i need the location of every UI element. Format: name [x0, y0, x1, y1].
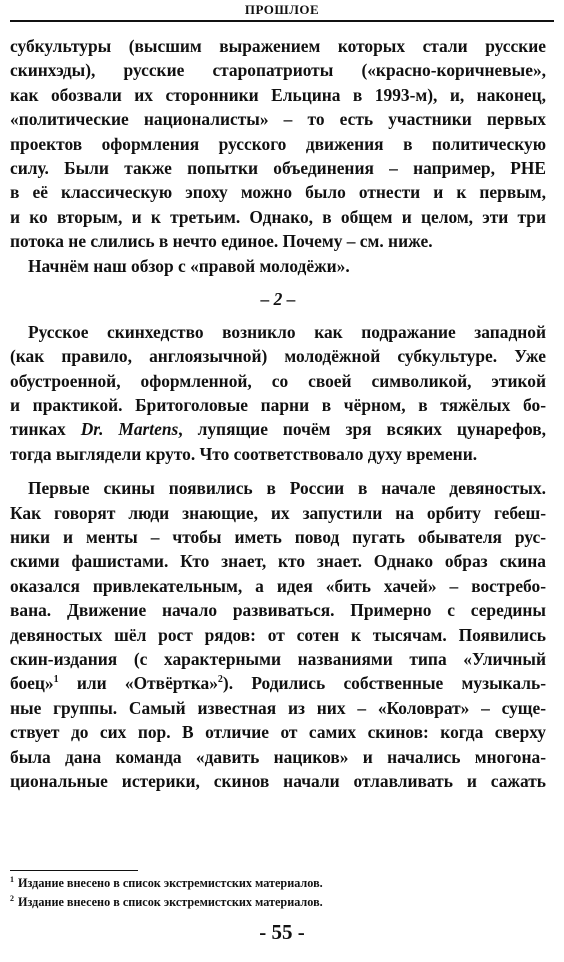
footnotes [10, 874, 546, 912]
text-fragment: боец» [10, 673, 54, 694]
footnote-2 [10, 893, 546, 912]
footnote-mark: 1 [10, 874, 14, 884]
page-number: - 55 - [259, 920, 305, 944]
footnote-ref-2[interactable]: 2 [217, 674, 223, 686]
running-head: ПРОШЛОЕ [244, 2, 320, 17]
text-fragment: тинках [10, 419, 81, 440]
text-line: Начнём наш обзор с «правой молодёжи». [28, 255, 350, 276]
text-line [10, 671, 546, 695]
text-line: скин-издания (с характерными названиями типа «Уличный [10, 648, 546, 669]
text-line: (как правило, англоязычной) молодёжной субкультуре. Уже [10, 346, 546, 367]
text-line: девяностых шёл рост рядов: от сотен к тысячам. Появились [10, 624, 546, 645]
text-line: была дана команда «давить нациков» и начались многона- [10, 746, 546, 767]
text-line: ные группы. Самый известная из них – «Коловрат» – суще- [10, 697, 546, 718]
text-line: Первые скины появились в России в начале девяностых. [28, 478, 546, 499]
paragraph-skinhead-origins [10, 320, 546, 466]
footnote-text: Издание внесено в список экстремистских материалов. [18, 876, 323, 890]
text-line [10, 417, 546, 441]
text-line: силу. Были также попытки объединения – например, РНЕ [10, 157, 546, 178]
text-fragment: или «Отвёртка» [58, 673, 218, 694]
paragraph-gap [10, 466, 546, 476]
footnote-ref-1[interactable]: 1 [53, 674, 59, 686]
text-line: субкультуры (высшим выражением которых стали русские [10, 36, 546, 56]
text-line: тогда выглядели круто. Что соответствовало духу времени. [10, 443, 478, 464]
paragraph-intro [10, 254, 546, 278]
text-line: и ко вторым, и к третьим. Однако, в общем и целом, эти три [10, 206, 546, 227]
text-fragment: , лупящие почём зря всяких цунарефов, [178, 419, 546, 440]
text-line: в её классическую эпоху можно было отнести и к первым, [10, 182, 546, 203]
brand-name-italic: Dr. Martens [80, 419, 179, 440]
header-rule [10, 20, 554, 22]
text-line: ствует до сих пор. В отличие от самих скинов: когда сверху [10, 722, 546, 743]
text-line: ники и менты – чтобы иметь повод пугать обывателя рус- [10, 527, 546, 548]
text-line: циональные истерики, скинов начали отлавливать и сажать [10, 770, 546, 791]
text-line: обустроенной, оформленной, со своей символикой, этикой [10, 370, 546, 391]
text-line: Как говорят люди знающие, их запустили на орбиту гебеш- [10, 502, 546, 523]
footnote-1 [10, 874, 546, 893]
footnote-mark: 2 [10, 893, 14, 903]
text-line: «политические националисты» – то есть участники первых [10, 109, 546, 130]
footnote-divider [10, 870, 138, 871]
text-line: оказался привлекательным, а идея «бить хачей» – востребо- [10, 575, 546, 596]
section-number: – 2 – [260, 288, 296, 309]
text-line: Русское скинхедство возникло как подражание западной [28, 321, 546, 342]
text-line: вана. Движение начало развиваться. Примерно с середины [10, 600, 546, 621]
text-line: и практикой. Бритоголовые парни в чёрном, в тяжёлых бо- [10, 395, 546, 416]
text-line: потока не слились в нечто единое. Почему – см. ниже. [10, 231, 433, 252]
text-line: проектов оформления русского движения в политическую [10, 133, 546, 154]
text-line: как обозвали их сторонники Ельцина в 1993-м), и, наконец, [10, 84, 546, 105]
text-line: скинхэды), русские старопатриоты («красно-коричневые», [10, 60, 546, 81]
main-text [10, 34, 546, 793]
paragraph-first-skins [10, 476, 546, 793]
footnote-text: Издание внесено в список экстремистских материалов. [18, 895, 323, 909]
paragraph-continuation [10, 34, 546, 254]
text-fragment: ). Родились собственные музыкаль- [222, 673, 546, 694]
text-line: скими фашистами. Кто знает, кто знает. Однако образ скина [10, 551, 546, 572]
